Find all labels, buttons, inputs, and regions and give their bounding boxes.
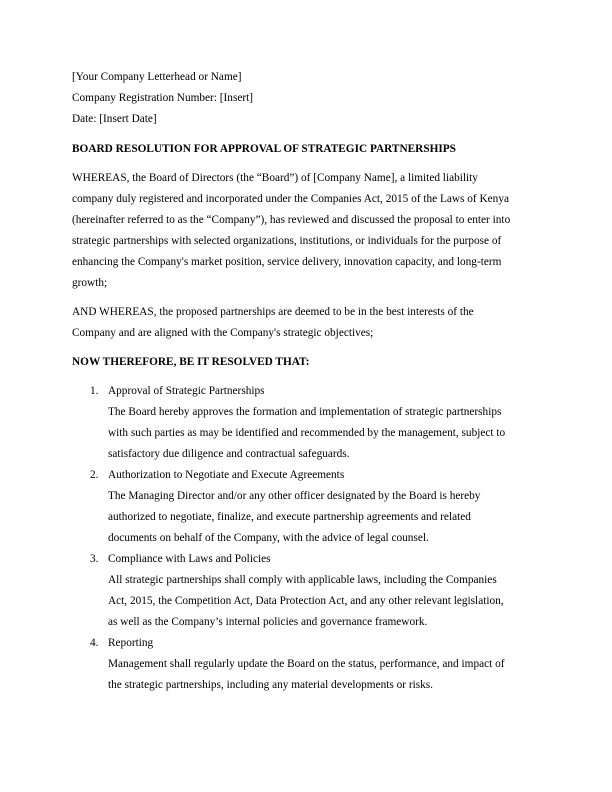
paragraph-line: Company and are aligned with the Company's strategic objectives; (72, 327, 374, 339)
clause-item (72, 549, 544, 633)
clause-item (72, 633, 544, 696)
paragraph-line: AND WHEREAS, the proposed partnerships are deemed to be in the best interests of the (72, 306, 474, 318)
resolved-heading: NOW THEREFORE, BE IT RESOLVED THAT: (72, 356, 310, 368)
paragraph-line: strategic partnerships with selected organizations, institutions, or individuals for the purpose of (72, 235, 502, 247)
clause-number: 3. (90, 553, 99, 565)
document-date: Date: [Insert Date] (72, 113, 157, 125)
clause-item (72, 381, 544, 465)
clause-line: Management shall regularly update the Board on the status, performance, and impact of (108, 658, 505, 670)
and-whereas-paragraph (72, 302, 544, 344)
document-page (72, 67, 544, 696)
clause-line: authorized to negotiate, finalize, and execute partnership agreements and related (108, 511, 471, 523)
company-name-placeholder: [Your Company Letterhead or Name] (72, 71, 242, 83)
whereas-paragraph (72, 168, 544, 294)
registration-number: Company Registration Number: [Insert] (72, 92, 254, 104)
clause-heading: Authorization to Negotiate and Execute Agreements (108, 469, 345, 481)
clause-line: documents on behalf of the Company, with the advice of legal counsel. (108, 532, 429, 544)
paragraph-line: company duly registered and incorporated under the Companies Act, 2015 of the Laws of Kenya (72, 193, 509, 205)
clause-heading: Compliance with Laws and Policies (108, 553, 271, 565)
clause-line: the strategic partnerships, including any material developments or risks. (108, 679, 434, 691)
paragraph-line: (hereinafter referred to as the “Company”), has reviewed and discussed the proposal to enter into (72, 214, 511, 226)
clause-item (72, 465, 544, 549)
clause-number: 4. (90, 637, 99, 649)
clause-heading: Reporting (108, 637, 154, 649)
clause-line: satisfactory due diligence and contractual safeguards. (108, 448, 350, 460)
clause-line: as well as the Company’s internal policies and governance framework. (108, 616, 428, 628)
paragraph-line: WHEREAS, the Board of Directors (the “Board”) of [Company Name], a limited liability (72, 172, 478, 184)
resolution-clauses-list (72, 381, 544, 696)
paragraph-line: growth; (72, 277, 108, 289)
clause-line: All strategic partnerships shall comply with applicable laws, including the Companies (108, 574, 497, 586)
clause-heading: Approval of Strategic Partnerships (108, 385, 265, 397)
clause-line: with such parties as may be identified and recommended by the management, subject to (108, 427, 506, 439)
letterhead-block (72, 67, 544, 130)
clause-number: 1. (90, 385, 99, 397)
paragraph-line: enhancing the Company's market position, service delivery, innovation capacity, and long-term (72, 256, 502, 268)
clause-number: 2. (90, 469, 99, 481)
clause-line: The Board hereby approves the formation and implementation of strategic partnerships (108, 406, 502, 418)
resolution-title: BOARD RESOLUTION FOR APPROVAL OF STRATEGIC PARTNERSHIPS (72, 143, 456, 155)
clause-line: Act, 2015, the Competition Act, Data Protection Act, and any other relevant legislation, (108, 595, 504, 607)
clause-line: The Managing Director and/or any other officer designated by the Board is hereby (108, 490, 481, 502)
